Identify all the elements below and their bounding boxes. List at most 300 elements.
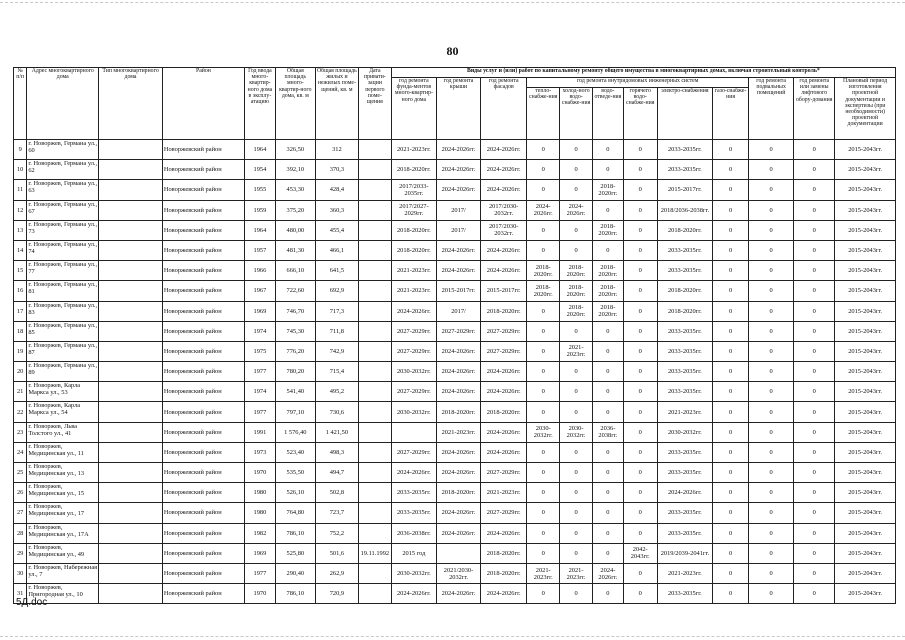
- cell-electric: 2024-2026гг.: [657, 483, 712, 503]
- cell-roof: 2018-2020гг.: [436, 402, 480, 422]
- cell-gas: 0: [713, 402, 749, 422]
- cell-cold-water: 0: [560, 240, 593, 260]
- cell-living-area: 752,2: [315, 523, 358, 543]
- cell-total-area: 525,80: [275, 543, 315, 563]
- cell-electric: 2033-2035гг.: [657, 240, 712, 260]
- cell-electric: 2033-2035гг.: [657, 584, 712, 604]
- cell-living-area: 720,9: [315, 584, 358, 604]
- cell-roof: 2024-2026гг.: [436, 584, 480, 604]
- table-row: [14, 160, 896, 180]
- cell-electric: 2019/2039-2041гг.: [657, 543, 712, 563]
- cell-elevator: 0: [794, 422, 835, 442]
- cell-foundation: 2017/2033-2035гг.: [391, 180, 436, 200]
- cell-foundation: 2036-2038гг.: [391, 523, 436, 543]
- cell-cold-water: 2018-2020гг.: [560, 261, 593, 281]
- cell-year: 1959: [245, 200, 276, 220]
- cell-total-area: 535,50: [275, 463, 315, 483]
- cell-facade: 2027-2029гг.: [481, 463, 527, 483]
- cell-district: Новоржевский район: [162, 543, 244, 563]
- cell-heating: 0: [527, 220, 560, 240]
- cell-planned: 2015-2043гг.: [835, 402, 896, 422]
- cell-heating: 0: [527, 341, 560, 361]
- cell-planned: 2015-2043гг.: [835, 321, 896, 341]
- cell-total-area: 1 576,40: [275, 422, 315, 442]
- cell-facade: 2024-2026гг.: [481, 240, 527, 260]
- cell-facade: 2017/2030-2032гг.: [481, 200, 527, 220]
- cell-elevator: 0: [794, 200, 835, 220]
- cell-elevator: 0: [794, 301, 835, 321]
- cell-privatization: [358, 584, 391, 604]
- cell-hot-water: 0: [623, 220, 657, 240]
- cell-roof: 2021/2030-2032гг.: [436, 563, 480, 583]
- cell-privatization: [358, 301, 391, 321]
- cell-sewer: 0: [592, 584, 623, 604]
- cell-living-area: 1 421,50: [315, 422, 358, 442]
- cell-address: г. Новоржев, Медицинская ул., 17А: [27, 523, 99, 543]
- cell-hot-water: 0: [623, 200, 657, 220]
- cell-elevator: 0: [794, 483, 835, 503]
- cell-heating: 0: [527, 442, 560, 462]
- cell-sewer: 2018-2020гг.: [592, 180, 623, 200]
- header-electric: электро-снабжения: [657, 88, 712, 140]
- cell-elevator: 0: [794, 543, 835, 563]
- cell-hot-water: 0: [623, 281, 657, 301]
- cell-basement: 0: [749, 281, 794, 301]
- cell-address: г. Новоржев, Карла Маркса ул., 53: [27, 382, 99, 402]
- cell-privatization: [358, 200, 391, 220]
- scan-bottom-edge: [0, 636, 905, 637]
- cell-cold-water: 0: [560, 442, 593, 462]
- cell-total-area: 480,00: [275, 220, 315, 240]
- cell-cold-water: 0: [560, 463, 593, 483]
- cell-gas: 0: [713, 220, 749, 240]
- cell-facade: 2024-2026гг.: [481, 362, 527, 382]
- cell-electric: 2015-2017гг.: [657, 180, 712, 200]
- cell-living-area: 692,9: [315, 281, 358, 301]
- cell-planned: 2015-2043гг.: [835, 301, 896, 321]
- cell-hot-water: 0: [623, 261, 657, 281]
- header-type: Тип многоквартирного дома: [99, 68, 163, 140]
- cell-type: [99, 382, 163, 402]
- cell-sewer: 0: [592, 442, 623, 462]
- cell-basement: 0: [749, 483, 794, 503]
- cell-sewer: 2036-2038гг.: [592, 422, 623, 442]
- cell-gas: 0: [713, 301, 749, 321]
- cell-district: Новоржевский район: [162, 261, 244, 281]
- cell-planned: 2015-2043гг.: [835, 281, 896, 301]
- cell-living-area: 370,3: [315, 160, 358, 180]
- cell-num: 11: [14, 180, 27, 200]
- cell-total-area: 666,10: [275, 261, 315, 281]
- cell-privatization: [358, 362, 391, 382]
- cell-num: 17: [14, 301, 27, 321]
- cell-address: г. Новоржев, Германа ул., 83: [27, 301, 99, 321]
- table-row: [14, 382, 896, 402]
- cell-roof: 2024-2026гг.: [436, 140, 480, 160]
- table-row: [14, 281, 896, 301]
- cell-living-area: 502,8: [315, 483, 358, 503]
- cell-address: г. Новоржев, Германа ул., 60: [27, 140, 99, 160]
- cell-roof: 2024-2026гг.: [436, 463, 480, 483]
- cell-year: 1975: [245, 341, 276, 361]
- cell-address: г. Новоржев, Карла Маркса ул., 54: [27, 402, 99, 422]
- cell-living-area: 730,6: [315, 402, 358, 422]
- cell-total-area: 326,50: [275, 140, 315, 160]
- cell-hot-water: 0: [623, 503, 657, 523]
- cell-planned: 2015-2043гг.: [835, 442, 896, 462]
- cell-district: Новоржевский район: [162, 483, 244, 503]
- cell-hot-water: 0: [623, 301, 657, 321]
- cell-roof: 2024-2026гг.: [436, 261, 480, 281]
- cell-type: [99, 220, 163, 240]
- cell-facade: 2015-2017гг.: [481, 281, 527, 301]
- cell-type: [99, 341, 163, 361]
- cell-roof: 2024-2026гг.: [436, 362, 480, 382]
- cell-foundation: 2027-2029гг.: [391, 382, 436, 402]
- cell-electric: 2033-2035гг.: [657, 362, 712, 382]
- cell-living-area: 455,4: [315, 220, 358, 240]
- cell-foundation: 2027-2029гг.: [391, 442, 436, 462]
- cell-planned: 2015-2043гг.: [835, 362, 896, 382]
- table-row: [14, 402, 896, 422]
- cell-privatization: [358, 463, 391, 483]
- cell-type: [99, 200, 163, 220]
- cell-privatization: 19.11.1992: [358, 543, 391, 563]
- cell-planned: 2015-2043гг.: [835, 140, 896, 160]
- header-living-area: Общая площадь жилых и нежилых поме-щений, кв. м: [315, 68, 358, 140]
- table-row: [14, 523, 896, 543]
- cell-type: [99, 362, 163, 382]
- cell-type: [99, 463, 163, 483]
- header-heating: тепло-снабже-ния: [527, 88, 560, 140]
- cell-type: [99, 442, 163, 462]
- cell-year: 1966: [245, 261, 276, 281]
- cell-foundation: 2021-2023гг.: [391, 261, 436, 281]
- cell-heating: 0: [527, 180, 560, 200]
- cell-address: г. Новоржев, Медицинская ул., 17: [27, 503, 99, 523]
- header-roof: год ремонта крыши: [436, 78, 480, 140]
- cell-hot-water: 0: [623, 140, 657, 160]
- cell-facade: 2018-2020гг.: [481, 543, 527, 563]
- cell-planned: 2015-2043гг.: [835, 523, 896, 543]
- table-row: [14, 563, 896, 583]
- header-privatization-date: Дата привати-зации первого поме-щения: [358, 68, 391, 140]
- cell-cold-water: 0: [560, 584, 593, 604]
- cell-year: 1969: [245, 543, 276, 563]
- cell-address: г. Новоржев, Набережная ул., 7: [27, 563, 99, 583]
- cell-planned: 2015-2043гг.: [835, 543, 896, 563]
- cell-living-area: 262,9: [315, 563, 358, 583]
- cell-type: [99, 422, 163, 442]
- cell-district: Новоржевский район: [162, 160, 244, 180]
- cell-cold-water: 0: [560, 220, 593, 240]
- cell-address: г. Новоржев, Германа ул., 62: [27, 160, 99, 180]
- cell-elevator: 0: [794, 503, 835, 523]
- cell-heating: 2021-2023гг.: [527, 563, 560, 583]
- cell-total-area: 481,30: [275, 240, 315, 260]
- cell-total-area: 375,20: [275, 200, 315, 220]
- cell-cold-water: 0: [560, 160, 593, 180]
- cell-cold-water: 0: [560, 362, 593, 382]
- cell-elevator: 0: [794, 140, 835, 160]
- cell-foundation: 2021-2023гг.: [391, 140, 436, 160]
- cell-living-area: 495,2: [315, 382, 358, 402]
- cell-basement: 0: [749, 321, 794, 341]
- header-cold-water: холод-ного водо-снабже-ния: [560, 88, 593, 140]
- cell-hot-water: 0: [623, 180, 657, 200]
- table-row: [14, 240, 896, 260]
- cell-foundation: 2024-2026гг.: [391, 584, 436, 604]
- cell-year: 1969: [245, 301, 276, 321]
- cell-foundation: 2024-2026гг.: [391, 301, 436, 321]
- cell-roof: 2017/: [436, 301, 480, 321]
- cell-address: г. Новоржев, Льва Толстого ул., 41: [27, 422, 99, 442]
- cell-elevator: 0: [794, 402, 835, 422]
- cell-sewer: 0: [592, 140, 623, 160]
- cell-elevator: 0: [794, 261, 835, 281]
- header-foundation: год ремонта фунда-ментов много-квартир-ного дома: [391, 78, 436, 140]
- cell-planned: 2015-2043гг.: [835, 382, 896, 402]
- cell-year: 1982: [245, 523, 276, 543]
- cell-year: 1967: [245, 281, 276, 301]
- table-row: [14, 220, 896, 240]
- cell-facade: 2024-2026гг.: [481, 584, 527, 604]
- cell-elevator: 0: [794, 341, 835, 361]
- cell-living-area: 715,4: [315, 362, 358, 382]
- page-number: 80: [446, 44, 459, 58]
- cell-num: 13: [14, 220, 27, 240]
- cell-heating: 0: [527, 543, 560, 563]
- cell-heating: 0: [527, 382, 560, 402]
- cell-type: [99, 523, 163, 543]
- cell-gas: 0: [713, 160, 749, 180]
- cell-total-area: 526,10: [275, 483, 315, 503]
- cell-sewer: 2018-2020гг.: [592, 281, 623, 301]
- cell-electric: 2021-2023гг.: [657, 402, 712, 422]
- cell-electric: 2033-2035гг.: [657, 140, 712, 160]
- cell-heating: 2024-2026гг.: [527, 200, 560, 220]
- cell-privatization: [358, 523, 391, 543]
- cell-sewer: 0: [592, 483, 623, 503]
- cell-roof: 2024-2026гг.: [436, 341, 480, 361]
- cell-address: г. Новоржев, Медицинская ул., 49: [27, 543, 99, 563]
- cell-facade: 2018-2020гг.: [481, 301, 527, 321]
- file-name: 5Д.doc: [16, 597, 48, 608]
- cell-hot-water: 0: [623, 240, 657, 260]
- cell-basement: 0: [749, 261, 794, 281]
- cell-gas: 0: [713, 362, 749, 382]
- header-caption: [391, 68, 895, 78]
- cell-basement: 0: [749, 200, 794, 220]
- cell-year: 1977: [245, 402, 276, 422]
- cell-type: [99, 140, 163, 160]
- cell-address: г. Новоржев, Германа ул., 74: [27, 240, 99, 260]
- cell-district: Новоржевский район: [162, 220, 244, 240]
- cell-type: [99, 160, 163, 180]
- cell-elevator: 0: [794, 281, 835, 301]
- cell-total-area: 797,10: [275, 402, 315, 422]
- cell-district: Новоржевский район: [162, 362, 244, 382]
- cell-hot-water: 0: [623, 341, 657, 361]
- cell-total-area: 722,60: [275, 281, 315, 301]
- cell-total-area: 764,80: [275, 503, 315, 523]
- cell-hot-water: 0: [623, 321, 657, 341]
- cell-elevator: 0: [794, 523, 835, 543]
- table-row: [14, 543, 896, 563]
- cell-living-area: 723,7: [315, 503, 358, 523]
- cell-gas: 0: [713, 483, 749, 503]
- cell-type: [99, 543, 163, 563]
- table-row: [14, 503, 896, 523]
- cell-gas: 0: [713, 200, 749, 220]
- header-basement: год ремонта подвальных помещений: [749, 78, 794, 140]
- cell-type: [99, 240, 163, 260]
- cell-cold-water: 2030-2032гг.: [560, 422, 593, 442]
- cell-num: 25: [14, 463, 27, 483]
- cell-privatization: [358, 261, 391, 281]
- cell-address: г. Новоржев, Германа ул., 63: [27, 180, 99, 200]
- cell-elevator: 0: [794, 463, 835, 483]
- cell-roof: 2017/: [436, 200, 480, 220]
- cell-foundation: 2030-2032гг.: [391, 362, 436, 382]
- cell-district: Новоржевский район: [162, 321, 244, 341]
- cell-privatization: [358, 240, 391, 260]
- cell-planned: 2015-2043гг.: [835, 463, 896, 483]
- cell-foundation: 2017/2027-2029гг.: [391, 200, 436, 220]
- cell-electric: 2033-2035гг.: [657, 382, 712, 402]
- cell-type: [99, 584, 163, 604]
- cell-electric: 2018/2036-2038гг.: [657, 200, 712, 220]
- cell-facade: 2018-2020гг.: [481, 402, 527, 422]
- scan-top-edge: [0, 2, 905, 3]
- cell-roof: 2015-2017гг.: [436, 281, 480, 301]
- cell-electric: 2033-2035гг.: [657, 341, 712, 361]
- cell-gas: 0: [713, 261, 749, 281]
- cell-district: Новоржевский район: [162, 584, 244, 604]
- cell-hot-water: 2042-2043гг.: [623, 543, 657, 563]
- cell-foundation: 2021-2023гг.: [391, 281, 436, 301]
- cell-planned: 2015-2043гг.: [835, 563, 896, 583]
- cell-type: [99, 483, 163, 503]
- cell-hot-water: 0: [623, 563, 657, 583]
- cell-num: 31: [14, 584, 27, 604]
- cell-heating: 0: [527, 301, 560, 321]
- cell-gas: 0: [713, 563, 749, 583]
- cell-living-area: 312: [315, 140, 358, 160]
- table-row: [14, 140, 896, 160]
- cell-total-area: 776,20: [275, 341, 315, 361]
- cell-electric: 2018-2020гг.: [657, 220, 712, 240]
- cell-district: Новоржевский район: [162, 140, 244, 160]
- cell-privatization: [358, 281, 391, 301]
- cell-year: 1970: [245, 463, 276, 483]
- cell-sewer: 0: [592, 382, 623, 402]
- cell-living-area: 466,1: [315, 240, 358, 260]
- cell-sewer: 2018-2020гг.: [592, 301, 623, 321]
- cell-address: г. Новоржев, Германа ул., 87: [27, 341, 99, 361]
- cell-num: 19: [14, 341, 27, 361]
- cell-hot-water: 0: [623, 382, 657, 402]
- cell-planned: 2015-2043гг.: [835, 160, 896, 180]
- cell-total-area: 745,30: [275, 321, 315, 341]
- cell-year: 1974: [245, 321, 276, 341]
- cell-basement: 0: [749, 563, 794, 583]
- cell-hot-water: 0: [623, 442, 657, 462]
- cell-privatization: [358, 180, 391, 200]
- cell-roof: 2024-2026гг.: [436, 240, 480, 260]
- cell-heating: 0: [527, 483, 560, 503]
- cell-electric: 2033-2035гг.: [657, 261, 712, 281]
- cell-roof: 2027-2029гг.: [436, 321, 480, 341]
- cell-facade: 2027-2029гг.: [481, 503, 527, 523]
- cell-facade: 2024-2026гг.: [481, 180, 527, 200]
- cell-planned: 2015-2043гг.: [835, 180, 896, 200]
- cell-year: 1980: [245, 503, 276, 523]
- table-row: [14, 442, 896, 462]
- cell-heating: 0: [527, 503, 560, 523]
- cell-district: Новоржевский район: [162, 240, 244, 260]
- cell-planned: 2015-2043гг.: [835, 261, 896, 281]
- cell-total-area: 746,70: [275, 301, 315, 321]
- cell-heating: 0: [527, 160, 560, 180]
- cell-cold-water: 0: [560, 503, 593, 523]
- table-row: [14, 483, 896, 503]
- cell-facade: 2024-2026гг.: [481, 382, 527, 402]
- cell-basement: 0: [749, 463, 794, 483]
- table-row: [14, 362, 896, 382]
- cell-gas: 0: [713, 584, 749, 604]
- cell-electric: 2033-2035гг.: [657, 503, 712, 523]
- cell-heating: 0: [527, 463, 560, 483]
- cell-year: 1980: [245, 483, 276, 503]
- cell-year: 1974: [245, 382, 276, 402]
- cell-total-area: 541,40: [275, 382, 315, 402]
- cell-foundation: 2018-2020гг.: [391, 160, 436, 180]
- table-row: [14, 341, 896, 361]
- cell-living-area: 501,6: [315, 543, 358, 563]
- cell-privatization: [358, 503, 391, 523]
- cell-hot-water: 0: [623, 402, 657, 422]
- cell-roof: 2021-2023гг.: [436, 422, 480, 442]
- cell-num: 24: [14, 442, 27, 462]
- cell-cold-water: 2018-2020гг.: [560, 301, 593, 321]
- cell-address: г. Новоржев, Пригородная ул., 10: [27, 584, 99, 604]
- cell-privatization: [358, 402, 391, 422]
- cell-elevator: 0: [794, 382, 835, 402]
- cell-planned: 2015-2043гг.: [835, 483, 896, 503]
- cell-address: г. Новоржев, Медицинская ул., 13: [27, 463, 99, 483]
- cell-facade: 2024-2026гг.: [481, 523, 527, 543]
- cell-type: [99, 301, 163, 321]
- cell-cold-water: 2024-2026гг.: [560, 200, 593, 220]
- cell-privatization: [358, 442, 391, 462]
- cell-elevator: 0: [794, 240, 835, 260]
- cell-foundation: 2030-2032гг.: [391, 402, 436, 422]
- cell-hot-water: 0: [623, 422, 657, 442]
- cell-address: г. Новоржев, Германа ул., 67: [27, 200, 99, 220]
- cell-hot-water: 0: [623, 483, 657, 503]
- cell-basement: 0: [749, 220, 794, 240]
- cell-living-area: 717,3: [315, 301, 358, 321]
- table-row: [14, 180, 896, 200]
- cell-basement: 0: [749, 422, 794, 442]
- cell-foundation: 2018-2020гг.: [391, 240, 436, 260]
- cell-facade: 2027-2029гг.: [481, 321, 527, 341]
- cell-electric: 2033-2035гг.: [657, 523, 712, 543]
- cell-foundation: 2018-2020гг.: [391, 220, 436, 240]
- cell-living-area: 742,9: [315, 341, 358, 361]
- cell-privatization: [358, 321, 391, 341]
